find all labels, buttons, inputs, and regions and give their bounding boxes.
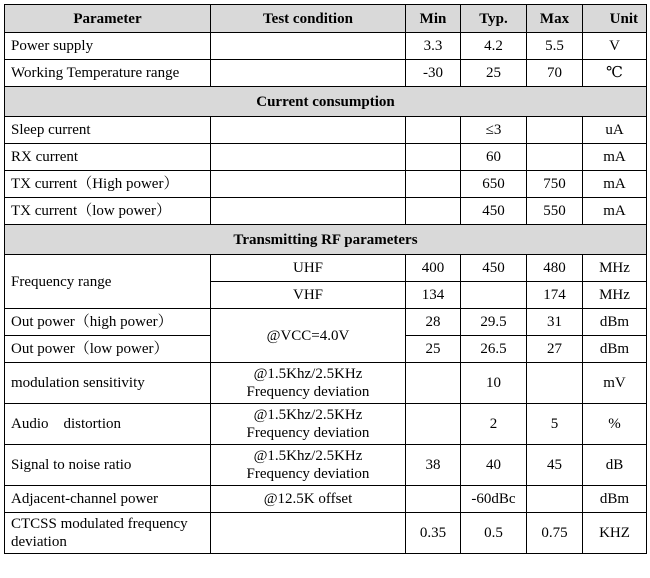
unit-cell: mA (583, 198, 647, 225)
condition-line: Frequency deviation (246, 425, 370, 441)
table-row (5, 486, 647, 513)
max-cell: 174 (527, 282, 583, 309)
min-cell: 25 (406, 336, 461, 363)
param-cell: Audio distortion (5, 404, 211, 445)
table-row (5, 117, 647, 144)
max-cell: 70 (527, 60, 583, 87)
condition-cell (211, 198, 406, 225)
condition-cell (211, 144, 406, 171)
param-cell: modulation sensitivity (5, 363, 211, 404)
param-cell: TX current（High power） (5, 171, 211, 198)
typ-cell: 60 (461, 144, 527, 171)
header-row (5, 5, 647, 33)
min-cell: 3.3 (406, 33, 461, 60)
param-cell: Out power（low power） (5, 336, 211, 363)
table-row (5, 171, 647, 198)
min-cell: 0.35 (406, 513, 461, 554)
header-test-condition: Test condition (211, 5, 406, 33)
max-cell (527, 117, 583, 144)
min-cell: 38 (406, 445, 461, 486)
table-row (5, 309, 647, 336)
condition-line: @1.5Khz/2.5KHz (253, 407, 363, 423)
min-cell (406, 486, 461, 513)
typ-cell: 450 (461, 255, 527, 282)
max-cell: 550 (527, 198, 583, 225)
header-unit: Unit (583, 5, 647, 33)
unit-cell: uA (583, 117, 647, 144)
param-line: CTCSS modulated frequency (11, 516, 188, 532)
unit-cell: KHZ (583, 513, 647, 554)
typ-cell: 10 (461, 363, 527, 404)
table-row (5, 33, 647, 60)
section-row-current (5, 87, 647, 117)
unit-cell: ℃ (583, 60, 647, 87)
typ-cell: 40 (461, 445, 527, 486)
table-row (5, 513, 647, 554)
typ-cell: ≤3 (461, 117, 527, 144)
param-cell: Working Temperature range (5, 60, 211, 87)
spec-table (4, 4, 647, 554)
min-cell: -30 (406, 60, 461, 87)
condition-cell: VHF (211, 282, 406, 309)
unit-cell: mV (583, 363, 647, 404)
typ-cell: 29.5 (461, 309, 527, 336)
condition-cell (211, 513, 406, 554)
max-cell (527, 486, 583, 513)
param-cell: Sleep current (5, 117, 211, 144)
header-min: Min (406, 5, 461, 33)
condition-line: @1.5Khz/2.5KHz (253, 366, 363, 382)
param-cell: Power supply (5, 33, 211, 60)
table-row (5, 255, 647, 282)
max-cell: 31 (527, 309, 583, 336)
unit-cell: dB (583, 445, 647, 486)
param-cell: RX current (5, 144, 211, 171)
min-cell (406, 363, 461, 404)
max-cell: 45 (527, 445, 583, 486)
table-row (5, 445, 647, 486)
condition-cell (211, 445, 406, 486)
typ-cell: 450 (461, 198, 527, 225)
max-cell: 750 (527, 171, 583, 198)
table-row (5, 363, 647, 404)
unit-cell: MHz (583, 282, 647, 309)
min-cell (406, 171, 461, 198)
min-cell (406, 198, 461, 225)
min-cell: 28 (406, 309, 461, 336)
max-cell: 0.75 (527, 513, 583, 554)
param-cell: Adjacent-channel power (5, 486, 211, 513)
table-row (5, 404, 647, 445)
param-cell: TX current（low power） (5, 198, 211, 225)
table-row (5, 198, 647, 225)
param-cell: Frequency range (5, 255, 211, 309)
unit-cell: dBm (583, 336, 647, 363)
condition-cell: UHF (211, 255, 406, 282)
min-cell: 134 (406, 282, 461, 309)
condition-line: Frequency deviation (246, 384, 370, 400)
header-parameter: Parameter (5, 5, 211, 33)
header-max: Max (527, 5, 583, 33)
section-title-rf: Transmitting RF parameters (5, 225, 647, 255)
param-cell: Out power（high power） (5, 309, 211, 336)
typ-cell: 4.2 (461, 33, 527, 60)
min-cell (406, 117, 461, 144)
condition-cell (211, 404, 406, 445)
table-row (5, 144, 647, 171)
unit-cell: MHz (583, 255, 647, 282)
typ-cell: 26.5 (461, 336, 527, 363)
section-title-current: Current consumption (5, 87, 647, 117)
unit-cell: mA (583, 171, 647, 198)
unit-cell: % (583, 404, 647, 445)
typ-cell: 650 (461, 171, 527, 198)
min-cell: 400 (406, 255, 461, 282)
typ-cell (461, 282, 527, 309)
max-cell: 5 (527, 404, 583, 445)
condition-cell (211, 33, 406, 60)
typ-cell: 0.5 (461, 513, 527, 554)
condition-cell (211, 171, 406, 198)
condition-line: Frequency deviation (246, 466, 370, 482)
condition-cell: @12.5K offset (211, 486, 406, 513)
condition-cell (211, 363, 406, 404)
max-cell: 5.5 (527, 33, 583, 60)
max-cell (527, 144, 583, 171)
table-row (5, 60, 647, 87)
unit-cell: dBm (583, 309, 647, 336)
max-cell: 27 (527, 336, 583, 363)
unit-cell: dBm (583, 486, 647, 513)
header-typ: Typ. (461, 5, 527, 33)
unit-cell: mA (583, 144, 647, 171)
typ-cell: -60dBc (461, 486, 527, 513)
condition-cell (211, 60, 406, 87)
section-row-rf (5, 225, 647, 255)
max-cell: 480 (527, 255, 583, 282)
min-cell (406, 404, 461, 445)
param-cell (5, 513, 211, 554)
condition-cell: @VCC=4.0V (211, 309, 406, 363)
param-line: deviation (11, 534, 67, 550)
min-cell (406, 144, 461, 171)
unit-cell: V (583, 33, 647, 60)
condition-line: @1.5Khz/2.5KHz (253, 448, 363, 464)
max-cell (527, 363, 583, 404)
typ-cell: 2 (461, 404, 527, 445)
typ-cell: 25 (461, 60, 527, 87)
condition-cell (211, 117, 406, 144)
param-cell: Signal to noise ratio (5, 445, 211, 486)
